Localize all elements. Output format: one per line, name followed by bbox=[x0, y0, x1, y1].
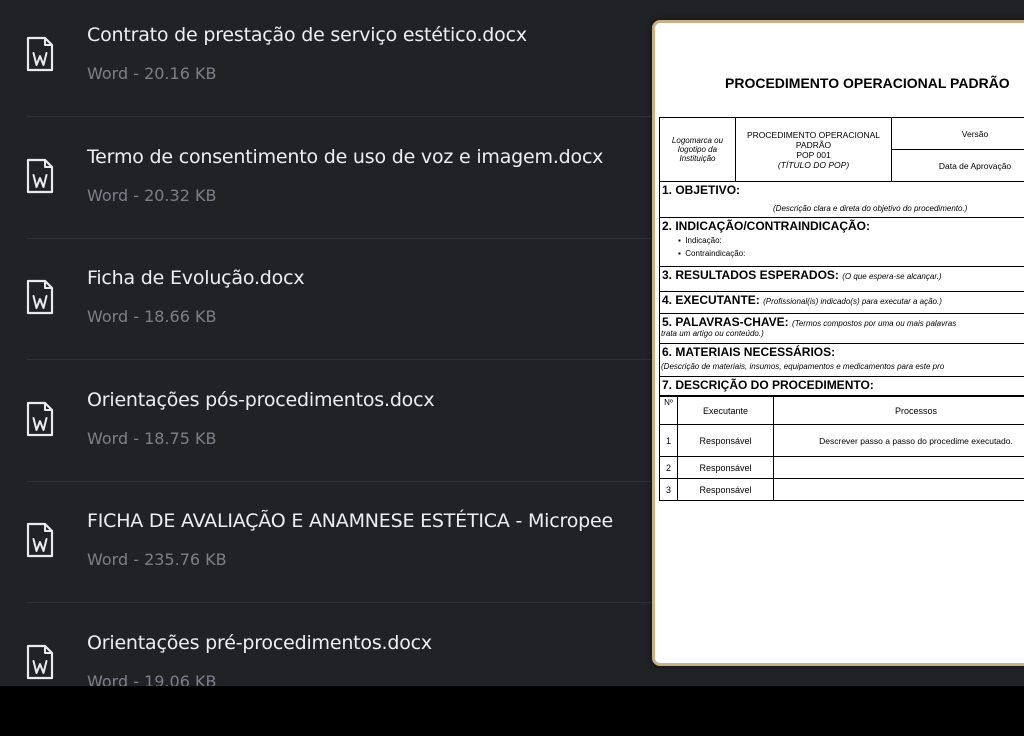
section-palavras-note: (Termos compostos por uma ou mais palavras bbox=[792, 319, 957, 328]
word-doc-icon bbox=[25, 401, 55, 437]
step-executante: Responsável bbox=[678, 425, 774, 457]
file-meta: Word - 19.06 KB bbox=[87, 672, 217, 686]
file-meta: Word - 20.16 KB bbox=[87, 64, 217, 83]
preview-doc-title: PROCEDIMENTO OPERACIONAL PADRÃO bbox=[725, 75, 1010, 91]
section-palavras-title: 5. PALAVRAS-CHAVE: (Termos compostos por uma ou mais palavras bbox=[662, 315, 957, 329]
section-indicacao bbox=[659, 218, 1024, 267]
indicacao-item: ▪ Indicação: bbox=[678, 236, 722, 245]
section-executante-note: (Profissional(is) indicado(s) para executar a ação.) bbox=[763, 297, 942, 306]
word-doc-icon bbox=[25, 158, 55, 194]
pop-line1: PROCEDIMENTO OPERACIONAL PADRÃO bbox=[746, 129, 881, 150]
step-row bbox=[660, 425, 1024, 457]
logo-placeholder: Logomarca ou logotipo da Instituição bbox=[660, 118, 736, 182]
section-objetivo-note: (Descrição clara e direta do objetivo do procedimento.) bbox=[773, 204, 968, 213]
step-number: 3 bbox=[660, 479, 678, 501]
step-number: 2 bbox=[660, 457, 678, 479]
file-meta: Word - 18.75 KB bbox=[87, 429, 217, 448]
section-palavras-note2: trata um artigo ou conteúdo.) bbox=[661, 329, 764, 338]
steps-head-executante: Executante bbox=[678, 397, 774, 425]
step-executante: Responsável bbox=[678, 479, 774, 501]
section-executante-title: 4. EXECUTANTE: (Profissional(is) indicado(s) para executar a ação.) bbox=[662, 293, 942, 307]
pop-line2: POP 001 bbox=[796, 149, 831, 160]
section-materiais-note: (Descrição de materiais, insumos, equipamentos e medicamentos para este pro bbox=[661, 362, 945, 371]
section-descricao bbox=[659, 377, 1024, 396]
file-name: Termo de consentimento de uso de voz e imagem.docx bbox=[87, 146, 604, 168]
preview-doc-body bbox=[659, 117, 1024, 501]
file-meta: Word - 20.32 KB bbox=[87, 186, 217, 205]
section-objetivo-title: 1. OBJETIVO: bbox=[662, 183, 741, 197]
document-preview[interactable] bbox=[652, 20, 1024, 666]
file-name: Contrato de prestação de serviço estético.docx bbox=[87, 24, 527, 46]
word-doc-icon bbox=[25, 522, 55, 558]
section-resultados bbox=[659, 267, 1024, 292]
pop-line3: (TÍTULO DO POP) bbox=[777, 159, 850, 170]
section-materiais bbox=[659, 344, 1024, 377]
step-executante: Responsável bbox=[678, 457, 774, 479]
file-name: Orientações pré-procedimentos.docx bbox=[87, 632, 432, 654]
section-objetivo bbox=[659, 182, 1024, 218]
file-name: FICHA DE AVALIAÇÃO E ANAMNESE ESTÉTICA - Micropee bbox=[87, 510, 613, 532]
section-resultados-note: (O que espera-se alcançar.) bbox=[842, 272, 942, 281]
pop-title-cell bbox=[736, 118, 892, 182]
section-materiais-title: 6. MATERIAIS NECESSÁRIOS: bbox=[662, 345, 836, 359]
word-doc-icon bbox=[25, 644, 55, 680]
steps-table bbox=[659, 396, 1024, 501]
contraindicacao-item: ▪ Contraindicação: bbox=[678, 249, 746, 258]
section-executante bbox=[659, 292, 1024, 314]
file-name: Ficha de Evolução.docx bbox=[87, 267, 305, 289]
file-name: Orientações pós-procedimentos.docx bbox=[87, 389, 435, 411]
word-doc-icon bbox=[25, 36, 55, 72]
section-descricao-title: 7. DESCRIÇÃO DO PROCEDIMENTO: bbox=[662, 378, 874, 392]
step-processo bbox=[774, 479, 1024, 501]
steps-head-number: Nº bbox=[660, 397, 678, 425]
step-processo bbox=[774, 457, 1024, 479]
section-resultados-title: 3. RESULTADOS ESPERADOS: (O que espera-se alcançar.) bbox=[662, 268, 942, 282]
step-number: 1 bbox=[660, 425, 678, 457]
step-processo: Descrever passo a passo do procedime executado. bbox=[774, 425, 1024, 457]
word-doc-icon bbox=[25, 279, 55, 315]
section-palavras-chave bbox=[659, 314, 1024, 344]
data-aprovacao-cell: Data de Aprovação bbox=[892, 150, 1024, 182]
file-meta: Word - 18.66 KB bbox=[87, 307, 217, 326]
step-row bbox=[660, 479, 1024, 501]
pop-header-table bbox=[659, 117, 1024, 182]
section-indicacao-title: 2. INDICAÇÃO/CONTRAINDICAÇÃO: bbox=[662, 219, 870, 233]
steps-head-processos: Processos bbox=[774, 397, 1024, 425]
step-row bbox=[660, 457, 1024, 479]
bottom-bar bbox=[0, 686, 1024, 736]
file-meta: Word - 235.76 KB bbox=[87, 550, 227, 569]
versao-cell: Versão bbox=[892, 118, 1024, 150]
